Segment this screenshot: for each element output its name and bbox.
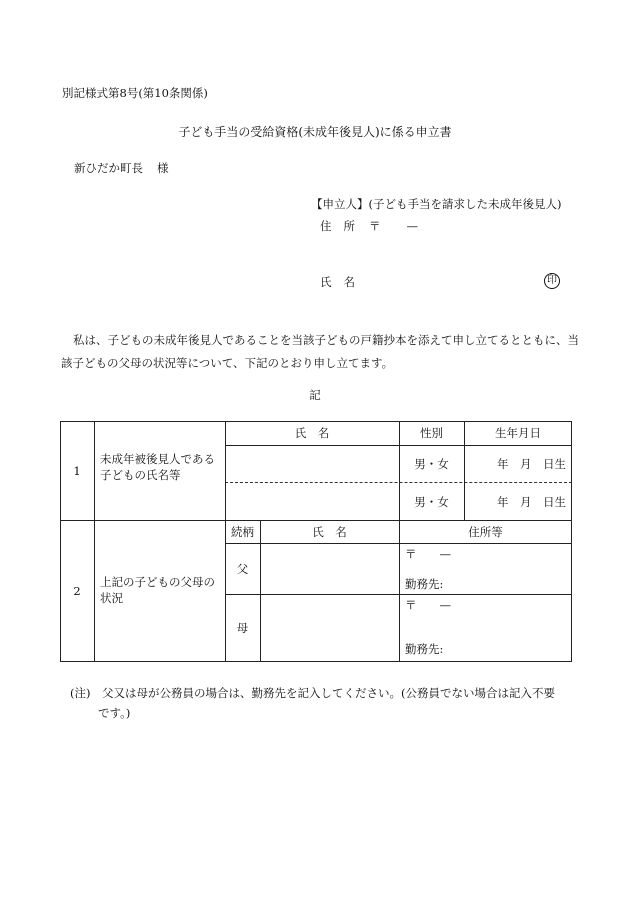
- name-label-2: 名: [343, 275, 355, 289]
- postal-mark: 〒: [369, 219, 381, 233]
- section-2-number: 2: [73, 584, 81, 598]
- address-label-1: 住: [320, 219, 332, 233]
- child-1-sex: 男・女: [414, 457, 449, 471]
- statement-text: 私は、子どもの未成年後見人であることを当該子どもの戸籍抄本を添えて申し立てるとともに、当該子どもの父母の状況等について、下記のとおり申し立てます。: [61, 333, 579, 370]
- relation-father: 父: [236, 562, 249, 576]
- statement-paragraph: [61, 329, 581, 375]
- father-postal: 〒 —: [405, 547, 451, 561]
- child-2-sex: 男・女: [414, 494, 449, 509]
- child-2-birthdate: 年 月 日生: [497, 494, 566, 509]
- recipient-honorific: 様: [157, 161, 169, 175]
- postal-dash: —: [406, 219, 418, 233]
- relation-mother: 母: [236, 621, 249, 635]
- section-2-label: 上記の子どもの父母の状況: [100, 575, 215, 605]
- father-workplace-label: 勤務先:: [405, 577, 444, 591]
- document-title: 子ども手当の受給資格(未成年後見人)に係る申立書: [178, 125, 452, 139]
- col-header-relation: 続柄: [231, 524, 254, 539]
- note-label: (注): [70, 686, 91, 700]
- col-header-child-name: 氏 名: [294, 426, 330, 440]
- ki-heading: 記: [309, 388, 321, 402]
- name-label-1: 氏: [320, 275, 332, 289]
- section-1-number: 1: [73, 463, 81, 478]
- note-line-2: です。): [98, 706, 131, 720]
- col-header-parent-name: 氏 名: [312, 524, 347, 539]
- info-table: [60, 421, 572, 662]
- applicant-name-row: [320, 274, 355, 290]
- col-header-sex: 性別: [420, 426, 443, 440]
- recipient: [74, 160, 169, 176]
- note: [70, 683, 582, 723]
- recipient-name: 新ひだか町長: [74, 161, 143, 175]
- seal-mark: 印: [544, 273, 560, 289]
- mother-postal: 〒 —: [405, 598, 451, 612]
- col-header-address: 住所等: [468, 524, 503, 539]
- form-number: 別記様式第8号(第10条関係): [62, 86, 208, 100]
- col-header-birthdate: 生年月日: [495, 426, 541, 440]
- section-1-label: 未成年被後見人である子どもの氏名等: [100, 452, 215, 482]
- applicant-heading: 【申立人】(子ども手当を請求した未成年後見人): [311, 197, 562, 211]
- applicant-address-row: [320, 218, 418, 234]
- note-line-1: 父又は母が公務員の場合は、勤務先を記入してください。(公務員でない場合は記入不要: [101, 686, 555, 700]
- address-label-2: 所: [343, 219, 355, 233]
- mother-workplace-label: 勤務先:: [405, 642, 444, 656]
- child-1-birthdate: 年 月 日生: [497, 457, 566, 471]
